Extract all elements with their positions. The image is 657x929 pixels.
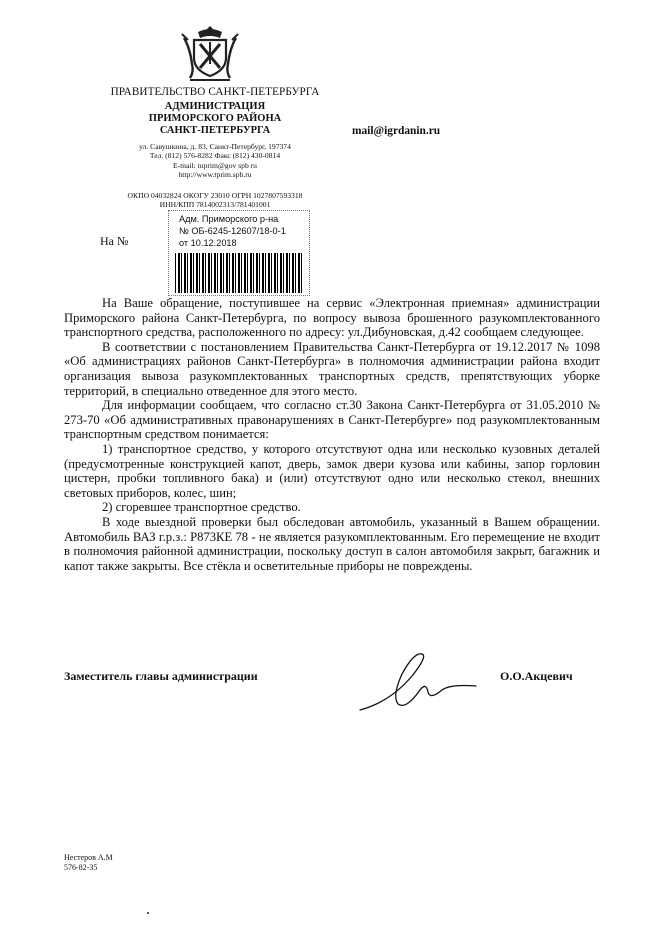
executor-info (64, 853, 113, 873)
paragraph-3: Для информации сообщаем, что согласно ст.30 Закона Санкт-Петербурга от 31.05.2010 № 273-70 «Об административных правонарушениях в Санкт-Петербурге» под разукомплектованным транспортным средством понимается: (64, 398, 600, 442)
admin-line-3: САНКТ-ПЕТЕРБУРГА (159, 125, 271, 136)
government-name: ПРАВИТЕЛЬСТВО САНКТ-ПЕТЕРБУРГА (110, 86, 320, 98)
reference-label: На № (100, 234, 129, 248)
signatory-title: Заместитель главы администрации (64, 669, 258, 683)
stamp-date: от 10.12.2018 (179, 238, 237, 248)
admin-line-1: АДМИНИСТРАЦИЯ (164, 101, 266, 112)
paragraph-4: 1) транспортное средство, у которого отсутствуют одна или несколько кузовных деталей (предусмотренные конструкцией капот, дверь, замок двери кузова или кабины, запор горловин цистерн, пробки топливного бака) и (или) отсутствуют одно или несколько стекол, внешних световых приборов, колес, шин; (64, 441, 600, 500)
registration-codes (100, 191, 330, 210)
address-line-1: ул. Савушкина, д. 83, Санкт-Петербург, 197374 (139, 142, 291, 151)
address-line-3: E-mail: tuprim@gov spb ru (173, 160, 257, 170)
stamp-number: № ОБ-6245-12607/18-0-1 (179, 226, 286, 236)
paragraph-2: В соответствии с постановлением Правительства Санкт-Петербурга от 19.12.2017 № 1098 «Об администрациях районов Санкт-Петербурга» в полномочия администрации района входит организация вывоза разукомплектованных транспортных средств, препятствующих уборке территорий, в специально отведенное для этого место. (64, 339, 600, 398)
barcode-icon (175, 253, 303, 293)
address-block (100, 142, 330, 179)
address-line-2: Тел. (812) 576-8282 Факс (812) 430-0814 (149, 151, 281, 161)
codes-line-2: ИНН/КПП 7814002313/781401001 (159, 200, 271, 210)
registration-stamp (168, 210, 310, 296)
address-line-4: http://www.tprim.spb.ru (178, 169, 252, 179)
executor-phone: 576-82-35 (64, 863, 98, 872)
paragraph-5: 2) сгоревшее транспортное средство. (102, 500, 301, 515)
paragraph-6: В ходе выездной проверки был обследован автомобиль, указанный в Вашем обращении. Автомобиль ВАЗ г.р.з.: Р873КЕ 78 - не является разукомплектованным. Его перемещение не входит в полномочия районной администрации, поскольку доступ в салон автомобиля закрыт, багажник и капот также закрыты. Все стёкла и осветительные приборы не повреждены. (64, 514, 600, 573)
admin-line-2: ПРИМОРСКОГО РАЙОНА (148, 113, 282, 124)
coat-of-arms-icon (180, 22, 240, 84)
addressee-email: mail@igrdanin.ru (352, 125, 441, 137)
signatory-name: О.О.Акцевич (500, 669, 573, 683)
scan-speck (147, 912, 149, 914)
codes-line-1: ОКПО 04032824 ОКОГУ 23010 ОГРН 1027807593318 (127, 191, 303, 200)
paragraph-1: На Ваше обращение, поступившее на сервис «Электронная приемная» администрации Приморского района Санкт-Петербурга, по вопросу вывоза брошенного разукомплектованного транспортного средства, расположенного по адресу: ул.Дибуновская, д.42 сообщаем следующее. (64, 296, 600, 340)
administration-name (100, 101, 330, 137)
letter-body (64, 296, 600, 573)
executor-name: Нестеров А.М (64, 853, 113, 862)
handwritten-signature-icon (358, 648, 478, 718)
stamp-office: Адм. Приморского р-на (179, 214, 279, 224)
